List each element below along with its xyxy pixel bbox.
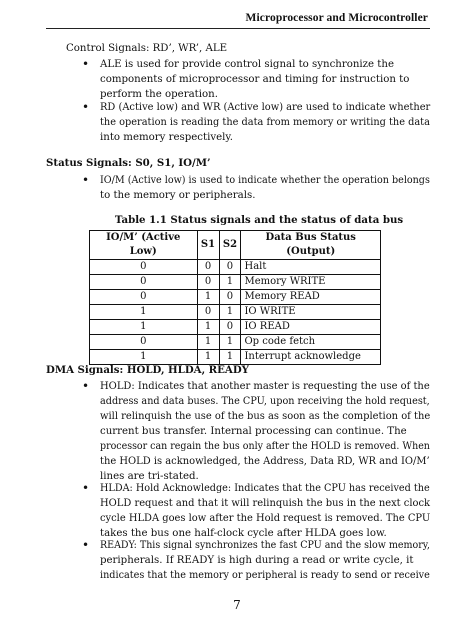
table-cell: 1 xyxy=(197,350,219,365)
table-cell: IO READ xyxy=(241,320,381,335)
table-header-cell: S2 xyxy=(219,231,241,260)
table-cell: 1 xyxy=(90,305,198,320)
bullet-dot: • xyxy=(82,379,90,393)
control-bullet-2-line-2: the operation is reading the data from memory or writing the data xyxy=(100,117,430,128)
table-cell: 0 xyxy=(90,290,198,305)
dma-bullet-2-line-1: HLDA: Hold Acknowledge: Indicates that the CPU has received the xyxy=(100,483,430,494)
table-cell: 0 xyxy=(90,275,198,290)
dma-bullet-3-line-3: indicates that the memory or peripheral is ready to send or receive xyxy=(100,570,430,581)
status-signals-heading: Status Signals: S0, S1, IO/M’ xyxy=(46,157,211,169)
table-header-cell: S1 xyxy=(197,231,219,260)
bullet-dot: • xyxy=(82,100,90,114)
table-row xyxy=(90,320,381,335)
table-cell: 1 xyxy=(219,305,241,320)
table-cell: 0 xyxy=(197,275,219,290)
control-bullet-2-line-1: RD (Active low) and WR (Active low) are used to indicate whether xyxy=(100,102,431,113)
control-bullet-1-line-3: perform the operation. xyxy=(100,89,218,100)
table-cell: 1 xyxy=(219,350,241,365)
table-cell: 1 xyxy=(90,350,198,365)
dma-bullet-1-line-4: current bus transfer. Internal processing can continue. The xyxy=(100,426,407,437)
status-table xyxy=(89,230,381,365)
control-signals-label: Control Signals: RD’, WR’, ALE xyxy=(66,43,228,54)
table-row xyxy=(90,290,381,305)
bullet-dot: • xyxy=(82,173,90,187)
dma-bullet-2-line-3: cycle HLDA goes low after the Hold request is removed. The CPU xyxy=(100,513,431,524)
table-cell: Interrupt acknowledge xyxy=(241,350,381,365)
bullet-dot: • xyxy=(82,538,90,552)
table-cell: Memory WRITE xyxy=(241,275,381,290)
dma-bullet-3-line-1: READY: This signal synchronizes the fast CPU and the slow memory, xyxy=(100,540,430,551)
status-bullet-line-2: to the memory or peripherals. xyxy=(100,190,256,201)
table-cell: 0 xyxy=(197,305,219,320)
table-cell: 0 xyxy=(219,290,241,305)
dma-bullet-1-line-5: processor can regain the bus only after the HOLD is removed. When xyxy=(100,441,430,452)
table-cell: 1 xyxy=(197,335,219,350)
control-bullet-2-line-3: into memory respectively. xyxy=(100,132,234,143)
table-cell: 1 xyxy=(90,320,198,335)
dma-bullet-1-line-2: address and data buses. The CPU, upon receiving the hold request, xyxy=(100,396,430,407)
table-cell: 1 xyxy=(197,320,219,335)
status-bullet-line-1: IO/M (Active low) is used to indicate whether the operation belongs xyxy=(100,175,430,186)
table-cell: 0 xyxy=(219,260,241,275)
table-row xyxy=(90,275,381,290)
table-cell: IO WRITE xyxy=(241,305,381,320)
control-bullet-1-line-1: ALE is used for provide control signal to synchronize the xyxy=(100,59,394,70)
dma-bullet-3-line-2: peripherals. If READY is high during a read or write cycle, it xyxy=(100,555,414,566)
dma-signals-heading: DMA Signals: HOLD, HLDA, READY xyxy=(46,364,249,376)
running-header: Microprocessor and Microcontroller xyxy=(245,12,428,24)
table-cell: 0 xyxy=(197,260,219,275)
table-row xyxy=(90,260,381,275)
table-header-row xyxy=(90,231,381,260)
table-caption: Table 1.1 Status signals and the status of data bus xyxy=(114,214,404,226)
table-header-cell: IO/M’ (Active Low) xyxy=(90,231,198,260)
table-cell: 1 xyxy=(219,275,241,290)
dma-bullet-1-line-7: lines are tri-stated. xyxy=(100,471,199,482)
table-cell: 0 xyxy=(90,335,198,350)
page-number: 7 xyxy=(233,598,241,612)
table-cell: 0 xyxy=(219,320,241,335)
table-cell: Halt xyxy=(241,260,381,275)
table-cell: Memory READ xyxy=(241,290,381,305)
dma-bullet-1-line-3: will relinquish the use of the bus as soon as the completion of the xyxy=(100,411,431,422)
control-bullet-1-line-2: components of microprocessor and timing for instruction to xyxy=(100,74,410,85)
dma-bullet-1-line-1: HOLD: Indicates that another master is requesting the use of the xyxy=(100,381,430,392)
dma-bullet-1-line-6: the HOLD is acknowledged, the Address, Data RD, WR and IO/M’ xyxy=(100,456,430,467)
table-cell: 1 xyxy=(219,335,241,350)
table-row xyxy=(90,335,381,350)
table-cell: Op code fetch xyxy=(241,335,381,350)
table-header-cell: Data Bus Status (Output) xyxy=(241,231,381,260)
table-row xyxy=(90,305,381,320)
header-rule xyxy=(46,28,430,29)
table-cell: 1 xyxy=(197,290,219,305)
dma-bullet-2-line-4: takes the bus one half-clock cycle after HLDA goes low. xyxy=(100,528,387,539)
bullet-dot: • xyxy=(82,57,90,71)
table-cell: 0 xyxy=(90,260,198,275)
dma-bullet-2-line-2: HOLD request and that it will relinquish the bus in the next clock xyxy=(100,498,431,509)
bullet-dot: • xyxy=(82,481,90,495)
